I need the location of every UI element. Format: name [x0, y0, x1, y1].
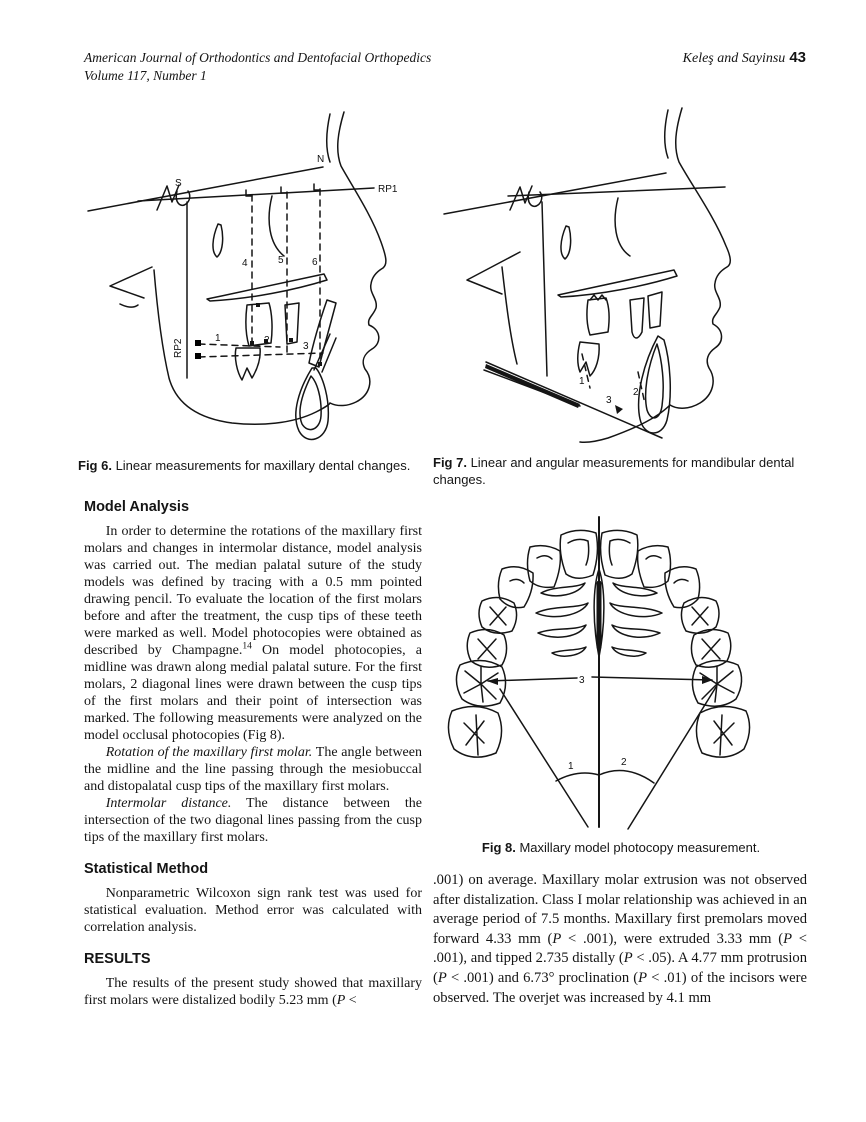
svg-text:3: 3 — [606, 395, 612, 406]
svg-text:2: 2 — [633, 387, 639, 398]
right-column-text — [433, 871, 807, 1008]
figure-8 — [440, 503, 770, 833]
figure-6 — [80, 106, 420, 453]
running-head-right — [560, 49, 806, 68]
svg-text:4: 4 — [242, 258, 248, 269]
svg-text:N: N — [317, 154, 325, 165]
fig7-teeth — [578, 292, 671, 433]
fig7-cephalometric-tracing — [430, 104, 806, 453]
fig6-caption-text: Linear measurements for maxillary dental changes. — [111, 458, 411, 473]
fig6-caption-label: Fig 6. — [78, 458, 112, 473]
heading-statistical-method: Statistical Method — [84, 861, 209, 877]
heading-model-analysis: Model Analysis — [84, 499, 190, 515]
heading-results: RESULTS — [84, 951, 151, 967]
paragraph-rotation-definition: Rotation of the maxillary first molar. The angle between the midline and the line passing through the mesiobuccal and distopalatal cusp tips of the maxillary first molars. — [84, 745, 422, 794]
fig7-reference-lines — [444, 173, 725, 438]
authors: Keleş and Sayinsu — [682, 51, 786, 66]
svg-text:3: 3 — [303, 341, 309, 352]
svg-text:1: 1 — [215, 333, 221, 344]
fig6-skull-outline — [110, 112, 386, 439]
svg-text:3: 3 — [579, 675, 585, 686]
left-column-text — [84, 499, 422, 1009]
svg-text:RP1: RP1 — [378, 184, 398, 195]
fig8-caption-label: Fig 8. — [481, 840, 516, 855]
paragraph-statistical-method: Nonparametric Wilcoxon sign rank test was used for statistical evaluation. Method error was calculated with correlation analysis. — [84, 886, 422, 935]
fig6-reference-lines — [88, 167, 374, 378]
svg-text:2: 2 — [621, 757, 627, 768]
fig6-cephalometric-tracing — [80, 106, 420, 453]
fig7-skull-outline — [467, 108, 730, 442]
journal-issue: Volume 117, Number 1 — [84, 68, 207, 83]
fig8-occlusal-diagram — [440, 503, 770, 833]
paragraph-results-left: The results of the present study showed that maxillary first molars were distalized bodily 5.23 mm (P < — [84, 976, 422, 1008]
fig7-caption — [433, 454, 809, 488]
page-number: 43 — [789, 49, 806, 66]
fig8-caption-text: Maxillary model photocopy measurement. — [515, 840, 761, 855]
fig8-caption — [433, 839, 809, 856]
svg-text:2: 2 — [264, 335, 270, 346]
svg-text:RP2: RP2 — [173, 338, 184, 358]
paragraph-results-right: .001) on average. Maxillary molar extrusion was not observed after distalization. Class I molar relationship was achieved in an average period of 7.5 months. Maxillary first premolars moved forward 4.33 mm (P < .001), were extruded 3.33 mm (P < .001), and tipped 2.735 distally (P < .05). A 4.77 mm protrusion (P < .001) and 6.73° proclination (P < .01) of the incisors were observed. The overjet was increased by 4.1 mm — [433, 872, 807, 1006]
figure-7 — [430, 104, 806, 453]
running-head-left — [84, 49, 504, 85]
fig7-caption-text: Linear and angular measurements for mandibular dental changes. — [433, 455, 795, 487]
svg-text:1: 1 — [568, 761, 574, 772]
svg-text:6: 6 — [312, 257, 318, 268]
fig6-teeth — [235, 300, 336, 380]
journal-title: American Journal of Orthodontics and Dentofacial Orthopedics — [84, 50, 432, 65]
svg-text:5: 5 — [278, 255, 284, 266]
paragraph-model-analysis-1: In order to determine the rotations of the maxillary first molars and changes in intermolar distance, model analysis was carried out. The median palatal suture of the study models was defined by tracing with a 0.5 mm pointed drawing pencil. To evaluate the location of the first molars before and after the treatment, the cusp tips of these teeth were marked as well. Model photocopies were obtained as described by Champagne.$^{14}$ On model photocopies, a midline was drawn along medial palatal suture. For the first molars, 2 diagonal lines were drawn between the cusp tips of the first molars and their point of intersection was marked. The following measurements were analyzed on the model occlusal photocopies (Fig 8). — [84, 524, 422, 743]
svg-text:1: 1 — [579, 376, 585, 387]
paragraph-intermolar-definition: Intermolar distance. The distance between the intersection of the two diagonal lines passing from the cusp tips of the maxillary first molars. — [84, 796, 422, 845]
fig8-labels — [568, 675, 627, 772]
svg-text:S: S — [175, 178, 182, 189]
fig6-caption — [78, 457, 424, 474]
fig7-caption-label: Fig 7. — [433, 455, 467, 470]
